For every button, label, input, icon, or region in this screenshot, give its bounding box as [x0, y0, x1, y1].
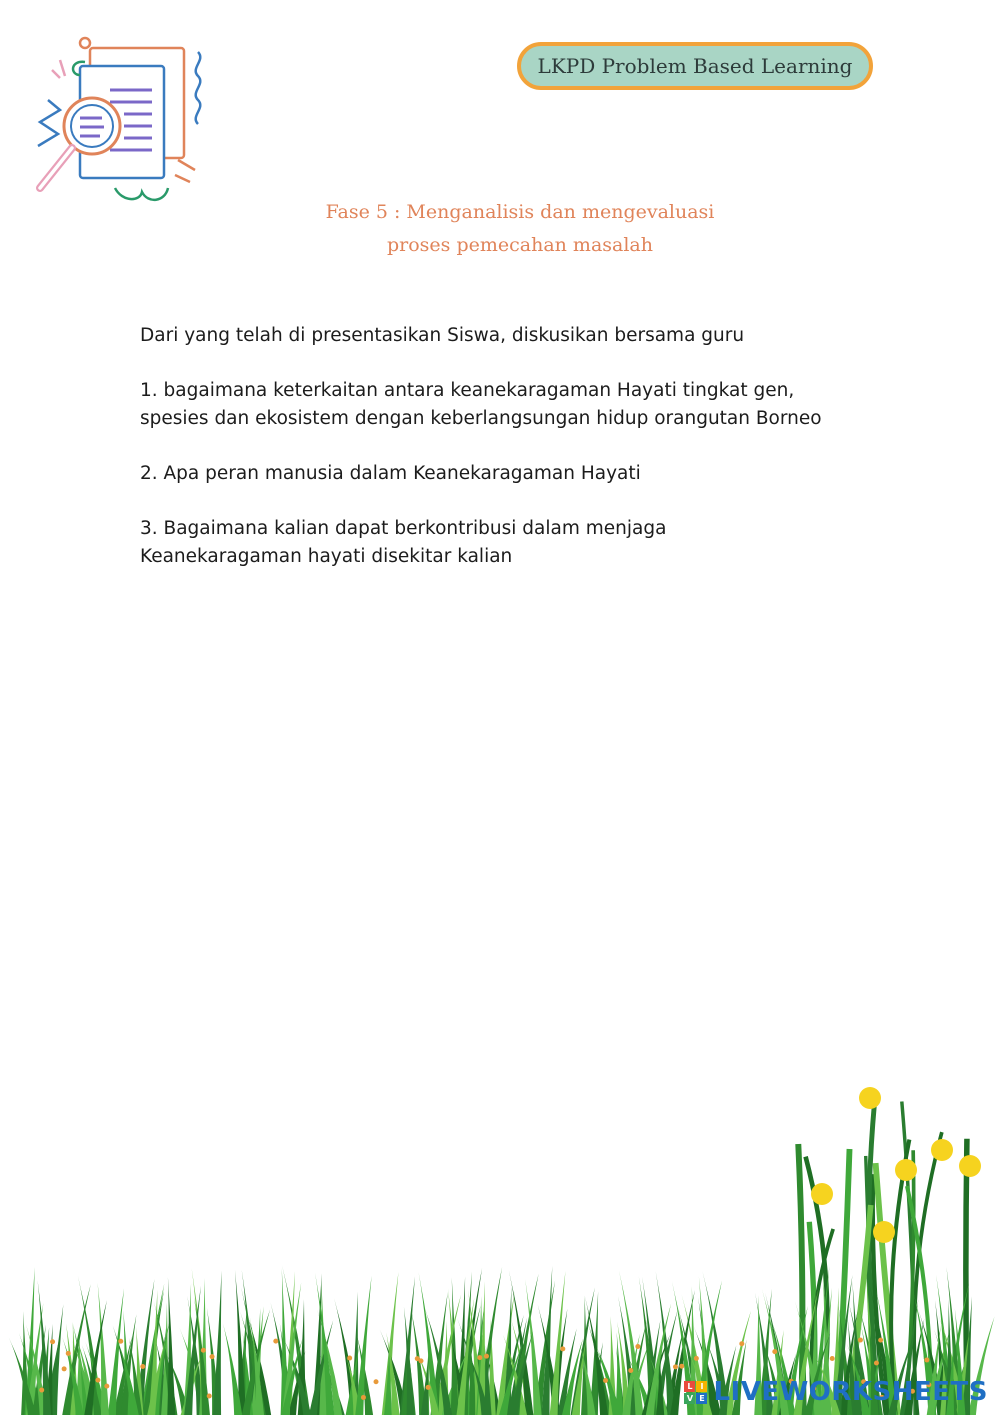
phase-title-line1: Fase 5 : Menganalisis dan mengevaluasi	[325, 201, 715, 223]
intro-text: Dari yang telah di presentasikan Siswa, diskusikan bersama guru	[140, 325, 745, 346]
question-3-line1: 3. Bagaimana kalian dapat berkontribusi dalam menjaga	[140, 518, 667, 539]
logo-letter: I	[696, 1381, 707, 1392]
phase-title	[290, 196, 750, 262]
document-magnifier-icon	[30, 30, 220, 215]
question-1	[140, 377, 900, 433]
logo-letter: V	[684, 1393, 695, 1404]
question-2-line1: 2. Apa peran manusia dalam Keanekaragaman Hayati	[140, 463, 641, 484]
logo-letter: E	[696, 1393, 707, 1404]
question-1-line2: spesies dan ekosistem dengan keberlangsungan hidup orangutan Borneo	[140, 408, 822, 429]
liveworksheets-logo-icon	[684, 1381, 707, 1404]
question-3-line2: Keanekaragaman hayati disekitar kalian	[140, 546, 513, 567]
worksheet-content	[140, 322, 900, 598]
liveworksheets-watermark	[684, 1377, 988, 1407]
question-3	[140, 515, 900, 571]
liveworksheets-text: LIVEWORKSHEETS	[713, 1377, 988, 1407]
lkpd-title-badge	[517, 42, 873, 90]
phase-title-line2: proses pemecahan masalah	[386, 234, 653, 256]
question-2	[140, 460, 900, 488]
grass-flowers-illustration	[0, 1070, 1000, 1415]
question-1-line1: 1. bagaimana keterkaitan antara keanekaragaman Hayati tingkat gen,	[140, 380, 795, 401]
lkpd-title-text: LKPD Problem Based Learning	[537, 54, 853, 78]
logo-letter: L	[684, 1381, 695, 1392]
